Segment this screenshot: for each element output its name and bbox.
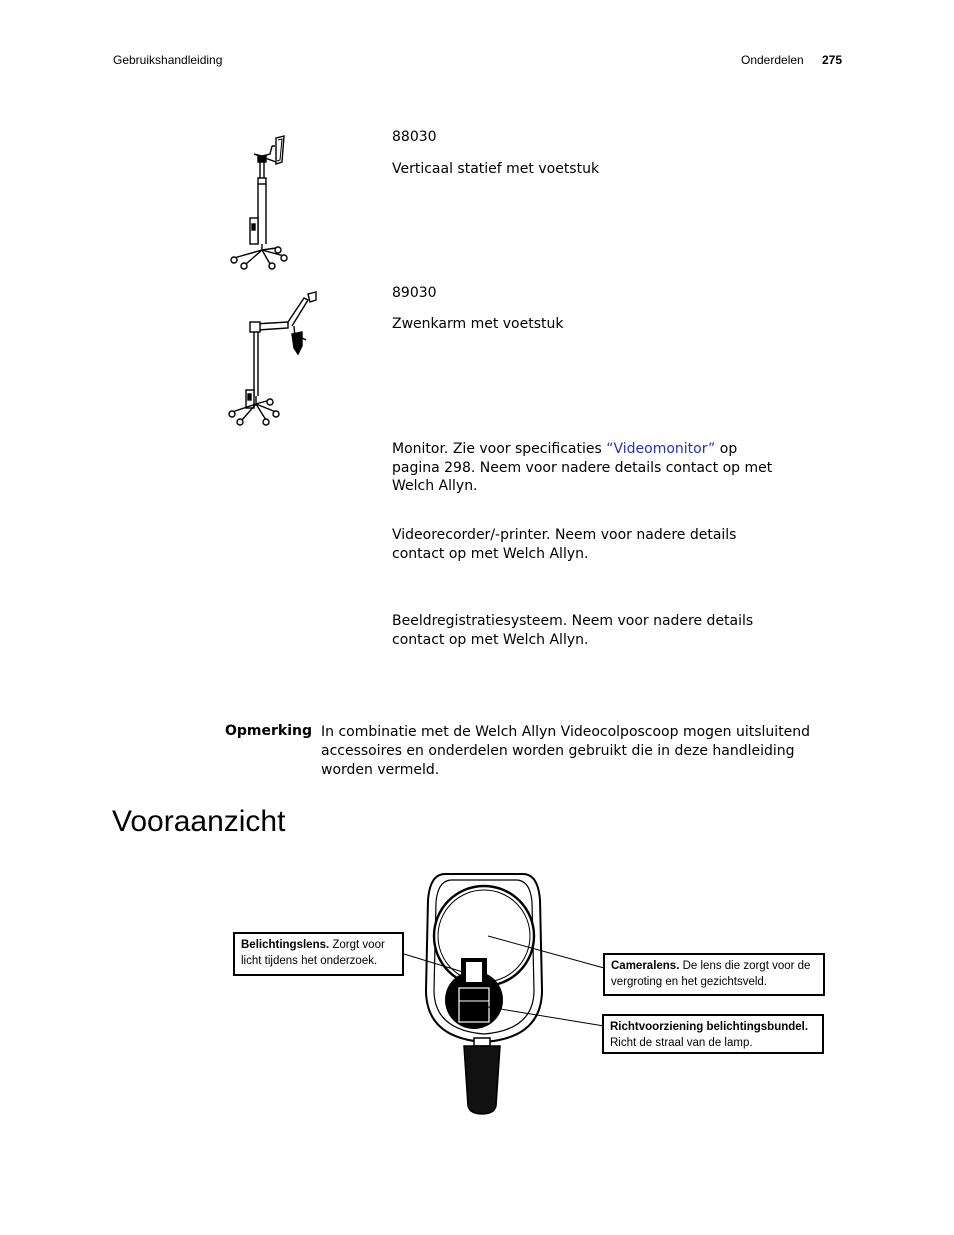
callout-text: Richt de straal van de lamp.: [610, 1037, 753, 1049]
page-number: 275: [822, 53, 843, 67]
callout-text: Zorgt voor licht tijdens het onderzoek.: [241, 939, 385, 967]
imaging-paragraph: Beeldregistratiesysteem. Neem voor nadere details contact op met Welch Allyn.: [392, 613, 754, 648]
handle: [464, 1046, 500, 1114]
callout-cameralens: [603, 953, 825, 996]
note-label: Opmerking: [225, 723, 313, 739]
callout-title: Cameralens.: [611, 960, 680, 972]
videomonitor-link[interactable]: “Videomonitor”: [606, 441, 716, 457]
monitor-text-before: Monitor. Zie voor specificaties: [392, 441, 607, 457]
running-header-section: Onderdelen: [741, 53, 804, 67]
item-description: Verticaal statief met voetstuk: [392, 161, 600, 177]
recorder-paragraph: Videorecorder/-printer. Neem voor nadere details contact op met Welch Allyn.: [392, 527, 737, 562]
item-code: 88030: [392, 129, 437, 145]
callout-text: De lens die zorgt voor de vergroting en het gezichtsveld.: [611, 960, 811, 988]
note-text: In combinatie met de Welch Allyn Videocolposcoop mogen uitsluitend accessoires en onderdelen worden gebruikt die in deze handleiding worden vermeld.: [321, 724, 811, 778]
swivel-arm-illustration: [222, 288, 322, 430]
callout-belichtingslens: [233, 932, 404, 976]
running-header-title: Gebruikshandleiding: [113, 53, 223, 67]
item-description: Zwenkarm met voetstuk: [392, 316, 564, 332]
callout-title: Belichtingslens.: [241, 939, 330, 951]
item-code: 89030: [392, 285, 437, 301]
callout-richtvoorziening: [602, 1014, 824, 1054]
monitor-paragraph: [392, 440, 782, 496]
callout-title: Richtvoorziening belichtingsbundel.: [610, 1021, 809, 1033]
section-title: Vooraanzicht: [112, 805, 286, 838]
vertical-stand-illustration: [222, 132, 292, 274]
monitor-text-after: op pagina 298. Neem voor nadere details contact op met Welch Allyn.: [392, 441, 773, 495]
